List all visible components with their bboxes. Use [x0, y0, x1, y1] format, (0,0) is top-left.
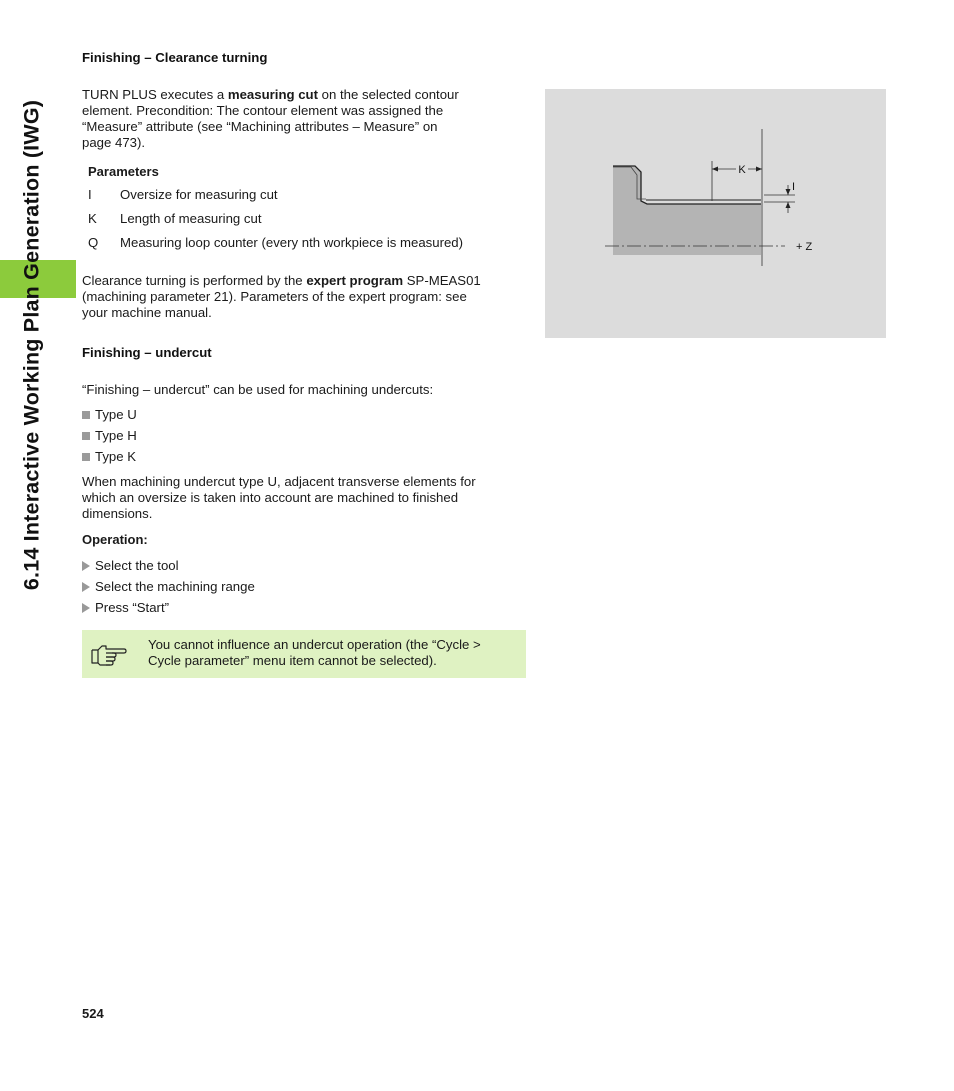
intro-text-post: on the selected contour	[318, 87, 459, 102]
parameter-key: I	[88, 187, 92, 202]
parameter-key: Q	[88, 235, 99, 250]
parameter-row	[88, 211, 262, 227]
intro-line-4: page 473).	[82, 135, 146, 150]
intro-text-bold: measuring cut	[227, 87, 318, 102]
i-label: I	[792, 181, 796, 193]
contour-diagram	[545, 89, 886, 338]
pointing-hand-icon	[90, 641, 128, 667]
workpiece-shape	[613, 166, 761, 255]
undercut-paragraph	[82, 474, 527, 522]
list-item	[82, 449, 136, 465]
note-line-2: Cycle parameter” menu item cannot be selected).	[148, 653, 437, 668]
parameter-desc: Oversize for measuring cut	[120, 187, 278, 202]
k-arrow-left	[712, 167, 718, 172]
step-item	[82, 600, 169, 616]
undercut-line-2: which an oversize is taken into account are machined to finished	[82, 490, 459, 505]
triangle-bullet-icon	[82, 603, 90, 613]
step-item	[82, 579, 255, 595]
step-label: Select the machining range	[95, 579, 255, 594]
square-bullet-icon	[82, 411, 90, 419]
list-item-label: Type U	[95, 407, 137, 422]
triangle-bullet-icon	[82, 561, 90, 571]
list-item	[82, 428, 137, 444]
section-heading-undercut: Finishing – undercut	[82, 345, 212, 360]
triangle-bullet-icon	[82, 582, 90, 592]
clear-text-bold: expert program	[306, 273, 404, 288]
section-heading-clearance-turning: Finishing – Clearance turning	[82, 50, 268, 65]
list-item	[82, 407, 137, 423]
parameter-row	[88, 187, 278, 203]
clearance-intro-paragraph	[82, 87, 527, 151]
z-axis-label: + Z	[796, 241, 813, 253]
intro-line-2: element. Precondition: The contour element was assigned the	[82, 103, 444, 118]
intro-text-pre: TURN PLUS executes a	[82, 87, 228, 102]
undercut-intro: “Finishing – undercut” can be used for machining undercuts:	[82, 382, 434, 397]
clearance-turning-figure	[545, 89, 886, 338]
k-arrow-right	[756, 167, 762, 172]
i-arrow-top	[786, 189, 791, 195]
i-arrow-bottom	[786, 202, 791, 208]
step-item	[82, 558, 179, 574]
square-bullet-icon	[82, 432, 90, 440]
chapter-title-text: 6.14 Interactive Working Plan Generation (IWG)	[19, 99, 44, 591]
parameter-key: K	[88, 211, 97, 226]
clear-line-3: your machine manual.	[82, 305, 212, 320]
list-item-label: Type H	[95, 428, 137, 443]
undercut-line-3: dimensions.	[82, 506, 153, 521]
clearance-expert-paragraph	[82, 273, 527, 321]
step-label: Press “Start”	[95, 600, 170, 615]
note-box	[82, 630, 526, 678]
clear-text-post: SP-MEAS01	[403, 273, 481, 288]
list-item-label: Type K	[95, 449, 137, 464]
page-number: 524	[82, 1006, 104, 1021]
parameter-row	[88, 235, 463, 251]
operation-heading: Operation:	[82, 532, 148, 547]
intro-line-3: “Measure” attribute (see “Machining attributes – Measure” on	[82, 119, 438, 134]
step-label: Select the tool	[95, 558, 179, 573]
parameters-heading: Parameters	[88, 164, 159, 179]
k-label: K	[738, 164, 746, 176]
undercut-line-1: When machining undercut type U, adjacent transverse elements for	[82, 474, 476, 489]
parameter-desc: Length of measuring cut	[120, 211, 262, 226]
note-text	[148, 637, 520, 669]
square-bullet-icon	[82, 453, 90, 461]
note-line-1: You cannot influence an undercut operation (the “Cycle >	[148, 637, 481, 652]
clear-text-pre: Clearance turning is performed by the	[82, 273, 307, 288]
parameter-desc: Measuring loop counter (every nth workpiece is measured)	[120, 235, 464, 250]
clear-line-2: (machining parameter 21). Parameters of the expert program: see	[82, 289, 467, 304]
